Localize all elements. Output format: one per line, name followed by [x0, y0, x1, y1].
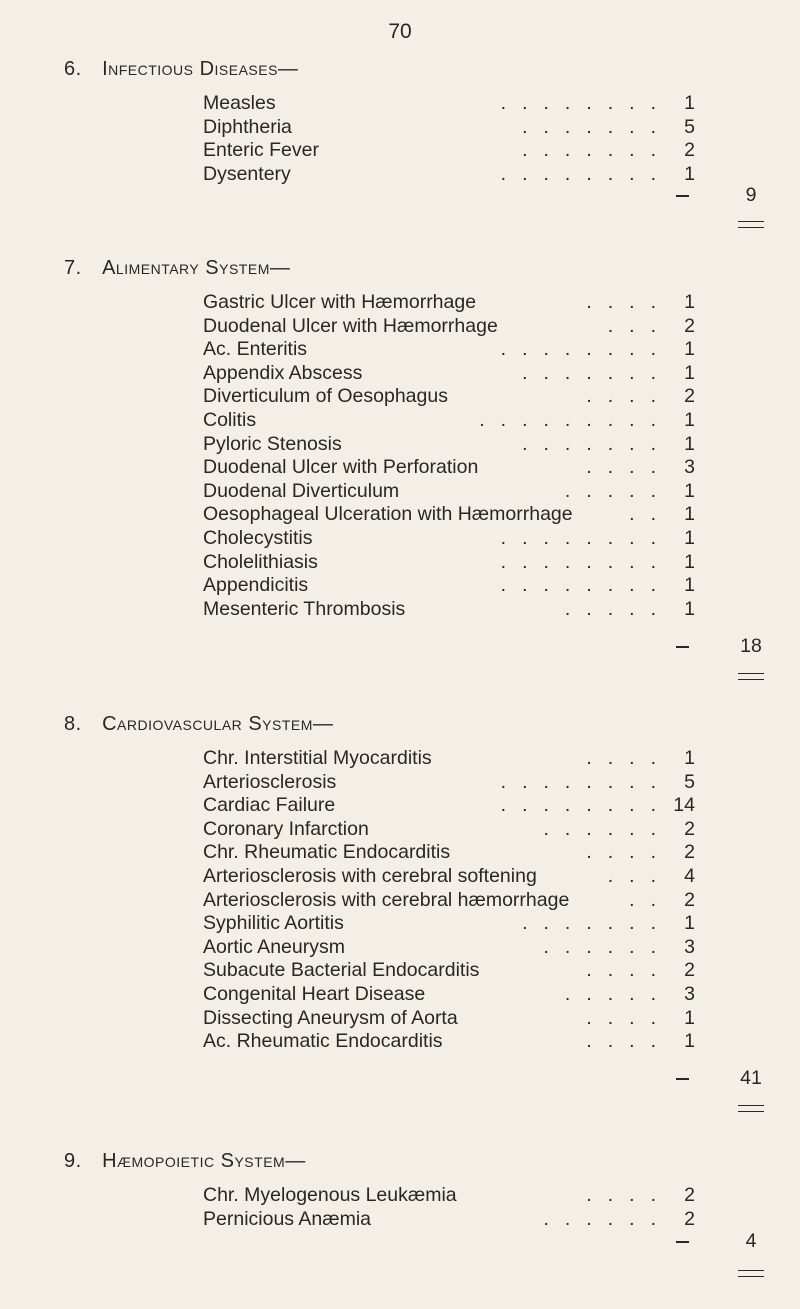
- item-label: Coronary Infarction: [203, 817, 369, 840]
- list-item: [0, 959, 800, 983]
- page-number: 70: [388, 20, 412, 43]
- dot-leader: .....: [564, 982, 672, 1005]
- list-item: [0, 315, 800, 339]
- item-count: 1: [684, 1030, 695, 1053]
- item-label: Gastric Ulcer with Hæmorrhage: [203, 291, 477, 313]
- item-count: 3: [684, 982, 695, 1005]
- item-count: 3: [684, 456, 695, 479]
- item-count: 1: [684, 1006, 695, 1029]
- dot-leader: ........: [500, 794, 672, 817]
- list-item: [0, 433, 800, 457]
- section-heading: [64, 58, 298, 81]
- list-item: [0, 983, 800, 1007]
- dot-leader: ......: [543, 935, 672, 958]
- dot-leader: .......: [522, 361, 672, 384]
- section-total: [0, 1067, 800, 1091]
- section-number: 8.: [64, 713, 82, 735]
- list-item: [0, 818, 800, 842]
- dot-leader: ........: [500, 338, 672, 361]
- item-count: 2: [684, 959, 695, 982]
- list-item: [0, 598, 800, 622]
- item-label: Ac. Enteritis: [203, 338, 308, 361]
- item-count: 1: [684, 747, 695, 769]
- section-number: 6.: [64, 58, 82, 80]
- dot-leader: ..: [629, 503, 672, 526]
- list-item: [0, 771, 800, 795]
- list-item: [0, 1184, 800, 1208]
- dot-leader: ........: [500, 574, 672, 597]
- section-number: 7.: [64, 257, 82, 279]
- total-dash: [676, 195, 689, 197]
- list-item: [0, 1030, 800, 1054]
- item-label: Cardiac Failure: [203, 794, 336, 817]
- item-label: Diverticulum of Oesophagus: [203, 385, 448, 408]
- dot-leader: .......: [522, 912, 672, 935]
- total-dash: [676, 646, 689, 648]
- item-count: 2: [684, 1207, 695, 1230]
- list-item: [0, 362, 800, 386]
- dot-leader: ........: [500, 550, 672, 573]
- total-dash: [676, 1241, 689, 1243]
- list-item: [0, 574, 800, 598]
- item-label: Subacute Bacterial Endocarditis: [203, 959, 480, 982]
- item-count: 1: [684, 432, 695, 455]
- dot-leader: ..: [629, 888, 672, 911]
- item-label: Measles: [203, 92, 276, 114]
- dot-leader: ....: [586, 385, 672, 408]
- list-item: [0, 841, 800, 865]
- item-label: Colitis: [203, 408, 257, 431]
- dot-leader: ........: [500, 92, 672, 114]
- dot-leader: ....: [586, 747, 672, 769]
- dot-leader: .........: [479, 408, 672, 431]
- list-item: [0, 480, 800, 504]
- list-item: [0, 912, 800, 936]
- list-item: [0, 163, 800, 187]
- list-item: [0, 551, 800, 575]
- section-number: 9.: [64, 1150, 82, 1172]
- item-count: 1: [684, 597, 695, 620]
- item-count: 1: [684, 526, 695, 549]
- dot-leader: .......: [522, 115, 672, 138]
- total-dash: [676, 1078, 689, 1080]
- dot-leader: .....: [564, 597, 672, 620]
- section-heading: [64, 1150, 306, 1173]
- item-label: Chr. Interstitial Myocarditis: [203, 747, 432, 769]
- list-item: [0, 1007, 800, 1031]
- section-total: [0, 635, 800, 659]
- section-title: Hæmopoietic System—: [102, 1150, 306, 1172]
- item-label: Chr. Rheumatic Endocarditis: [203, 841, 451, 864]
- item-label: Ac. Rheumatic Endocarditis: [203, 1030, 443, 1053]
- item-count: 1: [684, 338, 695, 361]
- dot-leader: ...: [607, 864, 672, 887]
- double-rule: [738, 221, 764, 228]
- item-label: Oesophageal Ulceration with Hæmorrhage: [203, 503, 573, 526]
- item-count: 1: [684, 291, 695, 313]
- dot-leader: ........: [500, 526, 672, 549]
- item-label: Dissecting Aneurysm of Aorta: [203, 1006, 458, 1029]
- list-item: [0, 385, 800, 409]
- double-rule: [738, 1270, 764, 1277]
- total-value: 9: [745, 184, 757, 206]
- dot-leader: ....: [586, 1006, 672, 1029]
- list-item: [0, 794, 800, 818]
- item-count: 2: [684, 139, 695, 162]
- list-item: [0, 92, 800, 116]
- section-heading: [64, 713, 333, 736]
- item-count: 3: [684, 935, 695, 958]
- item-count: 1: [684, 162, 695, 185]
- item-label: Aortic Aneurysm: [203, 935, 345, 958]
- item-label: Appendix Abscess: [203, 361, 363, 384]
- item-count: 1: [684, 92, 695, 114]
- item-label: Pyloric Stenosis: [203, 432, 342, 455]
- dot-leader: ....: [586, 1184, 672, 1206]
- dot-leader: .......: [522, 139, 672, 162]
- item-count: 5: [684, 115, 695, 138]
- item-count: 1: [684, 550, 695, 573]
- section-heading: [64, 257, 290, 280]
- item-label: Enteric Fever: [203, 139, 319, 162]
- item-label: Arteriosclerosis with cerebral softening: [203, 864, 537, 887]
- dot-leader: .......: [522, 432, 672, 455]
- item-count: 1: [684, 479, 695, 502]
- total-value: 4: [745, 1230, 757, 1252]
- item-label: Duodenal Ulcer with Hæmorrhage: [203, 314, 498, 337]
- item-label: Diphtheria: [203, 115, 292, 138]
- list-item: [0, 139, 800, 163]
- double-rule: [738, 673, 764, 680]
- dot-leader: ......: [543, 817, 672, 840]
- list-item: [0, 747, 800, 771]
- dot-leader: ....: [586, 959, 672, 982]
- list-item: [0, 291, 800, 315]
- dot-leader: ....: [586, 1030, 672, 1053]
- item-count: 2: [684, 888, 695, 911]
- dot-leader: ......: [543, 1207, 672, 1230]
- dot-leader: ....: [586, 456, 672, 479]
- item-label: Congenital Heart Disease: [203, 982, 426, 1005]
- dot-leader: ....: [586, 841, 672, 864]
- item-label: Appendicitis: [203, 574, 309, 597]
- double-rule: [738, 1105, 764, 1112]
- item-label: Pernicious Anæmia: [203, 1207, 371, 1230]
- list-item: [0, 338, 800, 362]
- section-title: Cardiovascular System—: [102, 713, 334, 735]
- dot-leader: ........: [500, 770, 672, 793]
- item-count: 2: [684, 841, 695, 864]
- item-label: Dysentery: [203, 162, 291, 185]
- item-count: 1: [684, 361, 695, 384]
- item-label: Arteriosclerosis: [203, 770, 337, 793]
- total-value: 18: [740, 635, 762, 657]
- section-total: [0, 1230, 800, 1254]
- item-count: 1: [684, 912, 695, 935]
- section-total: [0, 184, 800, 208]
- item-label: Cholelithiasis: [203, 550, 318, 573]
- list-item: [0, 456, 800, 480]
- item-label: Cholecystitis: [203, 526, 313, 549]
- list-item: [0, 1208, 800, 1232]
- list-item: [0, 116, 800, 140]
- section-title: Infectious Diseases—: [102, 58, 299, 80]
- item-count: 2: [684, 817, 695, 840]
- item-count: 1: [684, 408, 695, 431]
- dot-leader: .....: [564, 479, 672, 502]
- list-item: [0, 527, 800, 551]
- total-value: 41: [740, 1067, 762, 1089]
- item-label: Arteriosclerosis with cerebral hæmorrhage: [203, 888, 570, 911]
- list-item: [0, 865, 800, 889]
- dot-leader: ........: [500, 162, 672, 185]
- item-label: Mesenteric Thrombosis: [203, 597, 406, 620]
- item-label: Chr. Myelogenous Leukæmia: [203, 1184, 457, 1206]
- dot-leader: ....: [586, 291, 672, 313]
- item-count: 2: [684, 385, 695, 408]
- list-item: [0, 409, 800, 433]
- dot-leader: ...: [607, 314, 672, 337]
- item-count: 5: [684, 770, 695, 793]
- item-label: Syphilitic Aortitis: [203, 912, 344, 935]
- list-item: [0, 936, 800, 960]
- item-count: 2: [684, 314, 695, 337]
- item-label: Duodenal Ulcer with Perforation: [203, 456, 479, 479]
- item-count: 4: [684, 864, 695, 887]
- item-count: 1: [684, 574, 695, 597]
- list-item: [0, 889, 800, 913]
- section-title: Alimentary System—: [102, 257, 291, 279]
- item-count: 2: [684, 1184, 695, 1206]
- item-count: 1: [684, 503, 695, 526]
- item-count: 14: [673, 794, 695, 817]
- item-label: Duodenal Diverticulum: [203, 479, 400, 502]
- list-item: [0, 503, 800, 527]
